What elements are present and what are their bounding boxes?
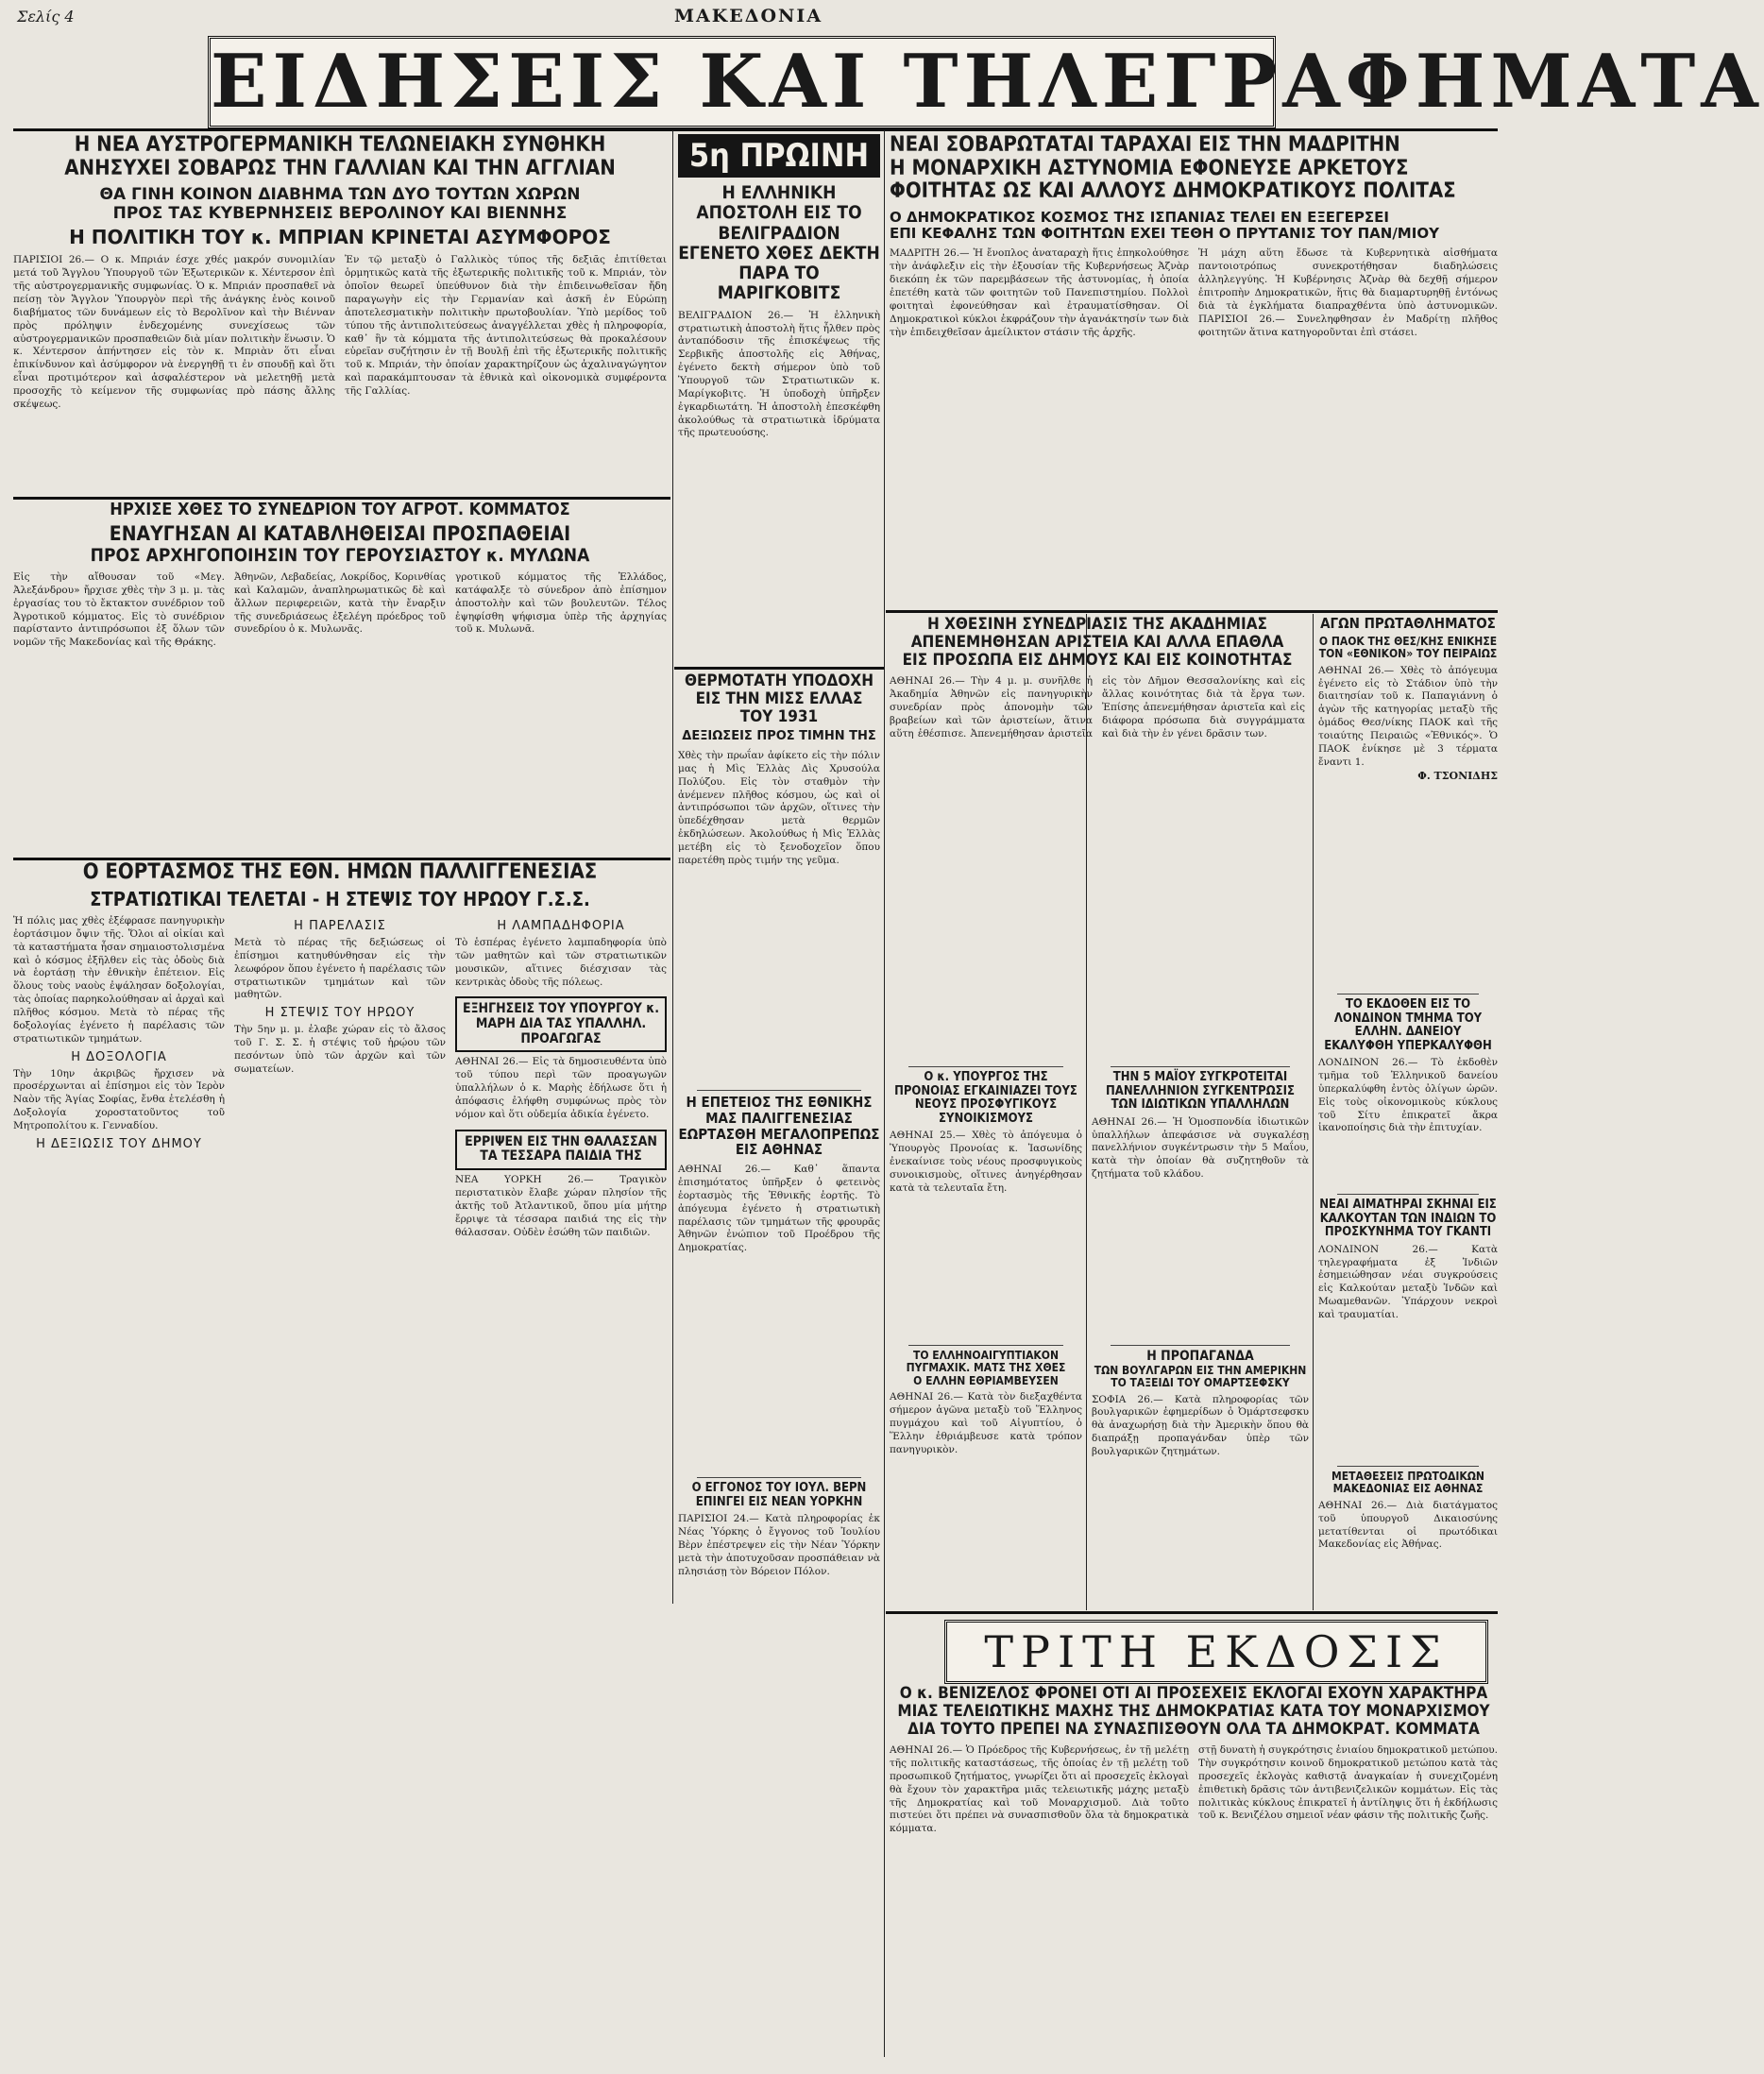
triti-ekdosis-label: ΤΡΙΤΗ ΕΚΔΟΣΙΣ [944,1620,1488,1684]
doxologia-heading: Η ΔΟΞΟΛΟΓΙΑ [71,1049,167,1064]
thermotati-article [678,672,880,1088]
mayou-headline: ΤΗΝ 5 ΜΑΪΟΥ ΣΥΓΚΡΟΤΕΙΤΑΙ ΠΑΝΕΛΛΗΝΙΟΝ ΣΥΓΚΕΝΤΡΩΣΙΣ ΤΩΝ ΙΔΙΩΤΙΚΩΝ ΥΠΑΛΛΗΛΩΝ [1105,1070,1296,1113]
metatheseis-headline: ΜΕΤΑΘΕΣΕΙΣ ΠΡΩΤΟΔΙΚΩΝ ΜΑΚΕΔΟΝΙΑΣ ΕΙΣ ΑΘΗΝΑΣ [1331,1470,1484,1496]
divider [1111,1345,1290,1346]
madrid-article [890,134,1498,606]
proini-article [678,134,880,672]
ethnikos-headline-1: Ο ΕΟΡΤΑΣΜΟΣ ΤΗΣ ΕΘΝ. ΗΜΩΝ ΠΑΛΛΙΓΓΕΝΕΣΙΑΣ [82,860,598,884]
lead-headline-2: ΑΝΗΣΥΧΕΙ ΣΟΒΑΡΩΣ ΤΗΝ ΓΑΛΛΙΑΝ ΚΑΙ ΤΗΝ ΑΓΓΛΙΑΝ [64,156,616,180]
akadimia-headline-1: Η ΧΘΕΣΙΝΗ ΣΥΝΕΔΡΙΑΣΙΣ ΤΗΣ ΑΚΑΔΗΜΙΑΣ [926,615,1268,634]
pronoias-headline: Ο κ. ΥΠΟΥΡΓΟΣ ΤΗΣ ΠΡΟΝΟΙΑΣ ΕΓΚΑΙΝΙΑΖΕΙ ΤΟΥΣ ΝΕΟΥΣ ΠΡΟΣΦΥΓΙΚΟΥΣ ΣΥΝΟΙΚΙΣΜΟΥΣ [894,1070,1077,1126]
pygmachia-headline-3: Ο ΕΛΛΗΝ ΕΘΡΙΑΜΒΕΥΣΕΝ [913,1373,1059,1387]
epeteios-headline: Η ΕΠΕΤΕΙΟΣ ΤΗΣ ΕΘΝΙΚΗΣ ΜΑΣ ΠΑΛΙΓΓΕΝΕΣΙΑΣ ΕΩΡΤΑΣΘΗ ΜΕΓΑΛΟΠΡΕΠΩΣ ΕΙΣ ΑΘΗΝΑΣ [678,1094,880,1159]
vern-article [678,1473,880,1615]
agon-author: Φ. ΤΣΟΝΙΔΗΣ [1417,769,1498,782]
proini-text: ΒΕΛΙΓΡΑΔΙΟΝ 26.— Ἡ ἑλληνικὴ στρατιωτικὴ ἀποστολὴ ἥτις ἦλθεν πρὸς ἀνταπόδοσιν τῆς ἐπισκέψεως τῆς Σερβικῆς ἀποστολῆς εἰς Ἀθήνας, ἐγένετο δεκτὴ σήμερον ὑπὸ τοῦ Ὑπουργοῦ τῶν Στρατιωτικῶν κ. Μαρίγκοβιτς. Ἡ ὑποδοχὴ ὑπῆρξεν ἐγκαρδιωτάτη. Ἡ ἀποστολὴ ἐπεσκέφθη ἀκολούθως τὰ στρατιωτικὰ ἱδρύματα τῆς πρωτευούσης. [678,309,880,439]
propaganda-headline-1: Η ΠΡΟΠΑΓΑΝΔΑ [1146,1349,1254,1364]
madrid-sub-2: ΕΠΙ ΚΕΦΑΛΗΣ ΤΩΝ ΦΟΙΤΗΤΩΝ ΕΧΕΙ ΤΕΘΗ Ο ΠΡΥΤΑΝΙΣ ΤΟΥ ΠΑΝ/ΜΙΟΥ [890,225,1439,243]
propaganda-headline-3: ΤΟ ΤΑΞΕΙΔΙ ΤΟΥ ΟΜΑΡΤΣΕΦΣΚΥ [1111,1376,1290,1390]
epeteios-text: ΑΘΗΝΑΙ 26.— Καθ᾽ ἅπαντα ἐπισημότατος ὑπῆρξεν ὁ φετεινὸς ἑορτασμὸς τῆς Ἐθνικῆς ἑορτῆς. Τὸ ἀπόγευμα ἐγένετο ἡ στρατιωτικὴ παρέλασις τῶν τμημάτων τῆς φρουρᾶς Ἀθηνῶν ἐνώπιον τοῦ Προέδρου τῆς Δημοκρατίας. [678,1164,880,1254]
thalassa-text: ΝΕΑ ΥΟΡΚΗ 26.— Τραγικὸν περιστατικὸν ἔλαβε χώραν πλησίον τῆς ἀκτῆς τοῦ Ἀτλαντικοῦ, ὅπου μία μήτηρ ἔρριψε τὰ τέσσαρα παιδιά της εἰς τὴν θάλασσαν. Οὐδὲν ἐσώθη τῶν παιδιῶν. [455,1174,667,1238]
thermotati-text: Χθὲς τὴν πρωΐαν ἀφίκετο εἰς τὴν πόλιν μας ἡ Μὶς Ἑλλὰς Δὶς Χρυσούλα Πολύζου. Εἰς τὸν σταθμὸν τὴν ἀνέμενεν πλῆθος κόσμου, ὡς καὶ οἱ ἀντιπρόσωποι τῶν ἀρχῶν, οἵτινες τὴν ὑπεδέχθησαν μετὰ θερμῶν ἐκδηλώσεων. Ἀκολούθως ἡ Μὶς Ἑλλὰς μετέβη εἰς τὸ ξενοδοχεῖον ὅπου παρετέθη πρὸς τιμήν της γεῦμα. [678,750,880,866]
parelasis-heading: Η ΠΑΡΕΛΑΣΙΣ [294,919,386,934]
parelasis-text: Μετὰ τὸ πέρας τῆς δεξιώσεως οἱ ἐπίσημοι κατηυθύνθησαν εἰς τὴν λεωφόρον ὅπου ἐγένετο ἡ παρέλασις τῶν στρατιωτικῶν τμημάτων καὶ τῶν μαθητῶν. [234,937,446,1001]
londino-headline: ΤΟ ΕΚΔΟΘΕΝ ΕΙΣ ΤΟ ΛΟΝΔΙΝΟΝ ΤΜΗΜΑ ΤΟΥ ΕΛΛΗΝ. ΔΑΝΕΙΟΥ ΕΚΑΛΥΦΘΗ ΥΠΕΡΚΑΛΥΦΘΗ [1324,997,1492,1053]
divider [697,1477,861,1478]
madrid-headline-2: Η ΜΟΝΑΡΧΙΚΗ ΑΣΤΥΝΟΜΙΑ ΕΦΟΝΕΥΣΕ ΑΡΚΕΤΟΥΣ [890,156,1409,180]
top-rule [13,128,1498,131]
column-divider [884,130,885,2057]
madrid-text-right: Ἡ μάχη αὕτη ἔδωσε τὰ Κυβερνητικὰ αἰσθήματα παντοιοτρόπως συνεκροτήθησαν διαδηλώσεις ἀλληλεγγύης. Ἡ Κυβέρνησις Ἀζνὰρ θὰ δεχθῇ σήμερον ἐπιτροπὴν Δημοκρατικῶν, ἥτις θὰ διαμαρτυρηθῇ ἐντόνως διὰ τὰ ἐγκλήματα διαπραχθέντα ὑπὸ ἀστυνομικῶν. ΠΑΡΙΣΙΟΙ 26.— Συνεληφθησαν ἐν Μαδρίτῃ πλῆθος φοιτητῶν ἅτινα κατηγοροῦνται ἐπὶ στάσει. [1198,247,1498,338]
synedrio-headline-1: ΗΡΧΙΣΕ ΧΘΕΣ ΤΟ ΣΥΝΕΔΡΙΟΝ ΤΟΥ ΑΓΡΟΤ. ΚΟΜΜΑΤΟΣ [110,500,570,519]
akadimia-headline-3: ΕΙΣ ΠΡΟΣΩΠΑ ΕΙΣ ΔΗΜΟΥΣ ΚΑΙ ΕΙΣ ΚΟΙΝΟΤΗΤΑΣ [902,651,1293,671]
pronoias-article [890,1062,1082,1336]
marin-box [455,996,667,1052]
tritis-headline-2: ΜΙΑΣ ΤΕΛΕΙΩΤΙΚΗΣ ΜΑΧΗΣ ΤΗΣ ΔΗΜΟΚΡΑΤΙΑΣ ΚΑΤΑ ΤΟΥ ΜΟΝΑΡΧΙΣΜΟΥ [897,1702,1490,1722]
madrid-sub-1: Ο ΔΗΜΟΚΡΑΤΙΚΟΣ ΚΟΣΜΟΣ ΤΗΣ ΙΣΠΑΝΙΑΣ ΤΕΛΕΙ ΕΝ ΕΞΕΓΕΡΣΕΙ [890,208,1389,226]
londino-article [1318,990,1498,1188]
top-strip [13,6,1498,34]
pygmachia-headline-1: ΤΟ ΕΛΛΗΝΟΑΙΓΥΠΤΙΑΚΟΝ [912,1349,1060,1362]
thalassa-box [455,1130,667,1170]
pygmachia-article [890,1341,1082,1511]
column-divider [1313,614,1314,1610]
lampadiforia-heading: Η ΛΑΜΠΑΔΗΦΟΡΙΑ [497,919,625,934]
metatheseis-text: ΑΘΗΝΑΙ 26.— Διὰ διατάγματος τοῦ ὑπουργοῦ Δικαιοσύνης μετατίθενται οἱ πρωτόδικαι Μακεδονίας εἰς Ἀθήνας. [1318,1499,1498,1551]
divider [908,1345,1063,1346]
lead-text-left: ΠΑΡΙΣΙΟΙ 26.— Ο κ. Μπριάν έσχε χθές μακρόν συνομιλίαν μετά τοῦ Ἄγγλου Ὑπουργοῦ τῶν Ἐξωτερικῶν κ. Χέντερσον ἐπὶ τῆς αὐστρογερμανικῆς συμφωνίας. Ὁ κ. Μπριάν προσπαθεῖ νὰ πείσῃ τὸν Ἄγγλον Ὑπουργὸν περὶ τῆς ἀνάγκης ἑνὸς κοινοῦ διαβήματος τῶν δυνάμεων εἰς τὸ Βερολῖνον καὶ τὴν Βιένναν πρὸς πρόληψιν ἐνδεχομένης συνεχίσεως τῶν αὐστρογερμανικῶν προσπαθειῶν διὰ μίαν πολιτικὴν ἕνωσιν. Ὁ κ. Χέντερσον ἀπήντησεν εἰς τὸν κ. Μπριὰν ὅτι εἶναι ἐπικίνδυνον καὶ ἀσύμφορον νὰ ἐνεργηθῇ τι ἐν σπουδῇ καὶ ὅτι εἶναι προτιμότερον καὶ ἀσφαλέστερον νὰ μελετηθῇ μετὰ προσοχῆς τὸ κείμενον τῆς συμφωνίας πρὸ πάσης ἄλλης σκέψεως. [13,254,335,410]
lead-text-right: Ἐν τῷ μεταξὺ ὁ Γαλλικὸς τύπος τῆς δεξιᾶς ἐπιτίθεται ὁρμητικῶς κατὰ τῆς ἐξωτερικῆς πολιτικῆς τοῦ κ. Μπριάν, τὸν ὁποῖον θεωρεῖ ὑπεύθυνον διὰ τὴν ἐπιδεινωθεῖσαν ἤδη παραγωγὴν εἰς τὴν Γερμανίαν καὶ ἀσκῆ ἐν Εὐρώπῃ ἀποτελεσματικὴν πολιτικὴν πρωτοβουλίαν. Ὑπὸ μερίδος τοῦ τύπου τῆς ἀντιπολιτεύσεως ἀναγγέλλεται χθὲς ἡ πληροφορία, καθ᾽ ἣν τὰ κόμματα τῆς ἀντιπολιτεύσεως θὰ προκαλέσουν εὐρεῖαν συζήτησιν ἐν τῇ Βουλῇ ἐπὶ τῆς ἐξωτερικῆς πολιτικῆς τοῦ κ. Μπριάν, τὴν ὁποίαν χαρακτηρίζουν ὡς ἀχαλιναγώγητον καὶ παρακάμπτουσαν τὰ ἐθνικὰ καὶ οἰκονομικὰ συμφέροντα τῆς Γαλλίας. [345,254,667,397]
lead-sub-3: Η ΠΟΛΙΤΙΚΗ ΤΟΥ κ. ΜΠΡΙΑΝ ΚΡΙΝΕΤΑΙ ΑΣΥΜΦΟΡΟΣ [69,226,611,249]
tritis-text-right: στῇ δυνατὴ ἡ συγκρότησις ἑνιαίου δημοκρατικοῦ μετώπου. Τὴν συγκρότησιν κοινοῦ δημοκρατικοῦ μετώπου κατὰ τὰς προσεχεῖς ἐκλογὰς καθιστᾷ ἀναγκαίαν ἡ συνεχιζομένη ἐπιθετικὴ δρᾶσις τῶν ἀντιβενιζελικῶν κομμάτων. Εἰς τὰς πολιτικὰς κύκλους ἐπικρατεῖ ἡ ἀντίληψις ὅτι ἡ ἐκδήλωσις τοῦ κ. Βενιζέλου σημειοῖ νέαν φάσιν τῆς πολιτικῆς ζωῆς. [1198,1744,1498,1822]
stepsis-heading: Η ΣΤΕΨΙΣ ΤΟΥ ΗΡΩΟΥ [264,1006,416,1021]
divider [1337,1466,1479,1467]
propaganda-article [1092,1341,1309,1606]
ethnikos-headline-2: ΣΤΡΑΤΙΩΤΙΚΑΙ ΤΕΛΕΤΑΙ - Η ΣΤΕΨΙΣ ΤΟΥ ΗΡΩΟΥ Γ.Σ.Σ. [90,887,590,910]
thalassa-headline-2: ΤΑ ΤΕΣΣΑΡΑ ΠΑΙΔΙΑ ΤΗΣ [480,1148,642,1164]
thermotati-sub: ΔΕΞΙΩΣΕΙΣ ΠΡΟΣ ΤΙΜΗΝ ΤΗΣ [682,729,876,744]
ethnikos-text: Ἡ πόλις μας χθὲς ἐξέφρασε πανηγυρικὴν ἐορτάσιμον ὄψιν τῆς. Ὅλοι αἱ οἰκίαι καὶ τὰ καταστήματα ἦσαν σημαιοστολισμένα καὶ ὁ κόσμος ἐξῆλθεν εἰς τὰς ὁδοὺς διὰ νὰ ἑορτάσῃ τὴν ἐθνικὴν ἐπέτειον. Εἰς ὅλους τοὺς ναοὺς ἐψάλησαν δοξολογίαι, τὰς ὁποίας παρηκολούθησαν αἱ ἀρχαὶ καὶ πλῆθος κόσμου. Μετὰ τὸ πέρας τῆς δοξολογίας ἐγένετο ἡ παρέλασις τῶν στρατιωτικῶν τμημάτων. [13,915,225,1045]
synedrio-text-2: Ἀθηνῶν, Λεβαδείας, Λοκρίδος, Κορινθίας καὶ Καλαμῶν, ἀναπληρωματικῶς δὲ καὶ ἄλλων περιφερειῶν, κατὰ τὴν ἔναρξιν τῆς συνεδριάσεως ἐξελέγη πρόεδρος τοῦ συνεδρίου ὁ κ. Μυλωνᾶς. [234,570,446,636]
thalassa-headline-1: ΕΡΡΙΨΕΝ ΕΙΣ ΤΗΝ ΘΑΛΑΣΣΑΝ [465,1133,657,1149]
divider [908,1066,1063,1067]
proini-label: 5η ΠΡΩΙΝΗ [678,134,880,178]
lampadiforia-text: Τὸ ἑσπέρας ἐγένετο λαμπαδηφορία ὑπὸ τῶν μαθητῶν καὶ τῶν στρατιωτικῶν μουσικῶν, αἵτινες διέσχισαν τὰς κεντρικὰς ὁδοὺς τῆς πόλεως. [455,937,667,988]
skinai-article [1318,1190,1498,1459]
rule [674,667,884,670]
divider [697,1090,861,1091]
pronoias-text: ΑΘΗΝΑΙ 25.— Χθὲς τὸ ἀπόγευμα ὁ Ὑπουργὸς Προνοίας κ. Ἰασωνίδης ἐνεκαίνισε τοὺς νέους προσφυγικοὺς συνοικισμοὺς, οἵτινες ἀνηγέρθησαν κατὰ τὰ τελευταῖα ἔτη. [890,1130,1082,1194]
lead-sub-1: ΘΑ ΓΙΝΗ ΚΟΙΝΟΝ ΔΙΑΒΗΜΑ ΤΩΝ ΔΥΟ ΤΟΥΤΩΝ ΧΩΡΩΝ [99,185,581,205]
mayou-text: ΑΘΗΝΑΙ 26.— Ἡ Ὁμοσπονδία ἰδιωτικῶν ὑπαλλήλων ἀπεφάσισε νὰ συγκαλέσῃ πανελλήνιον συγκέντρωσιν τὴν 5 Μαΐου, κατὰ τὴν ὁποίαν θὰ συζητηθοῦν τὰ ζητήματα τοῦ κλάδου. [1092,1115,1309,1181]
skinai-headline: ΝΕΑΙ ΑΙΜΑΤΗΡΑΙ ΣΚΗΝΑΙ ΕΙΣ ΚΑΛΚΟΥΤΑΝ ΤΩΝ ΙΝΔΙΩΝ ΤΟ ΠΡΟΣΚΥΝΗΜΑ ΤΟΥ ΓΚΑΝΤΙ [1319,1198,1497,1240]
thermotati-headline: ΘΕΡΜΟΤΑΤΗ ΥΠΟΔΟΧΗ ΕΙΣ ΤΗΝ ΜΙΣΣ ΕΛΛΑΣ ΤΟΥ 1931 [684,672,874,727]
tritis-headline-1: Ο κ. ΒΕΝΙΖΕΛΟΣ ΦΡΟΝΕΙ ΟΤΙ ΑΙ ΠΡΟΣΕΧΕΙΣ ΕΚΛΟΓΑΙ ΕΧΟΥΝ ΧΑΡΑΚΤΗΡΑ [899,1684,1488,1703]
doxologia-text: Τὴν 10ην ἀκριβῶς ἤρχισεν νὰ προσέρχωνται αἱ ἐπίσημοι εἰς τὸν Ἱερὸν Ναὸν τῆς Ἁγίας Σοφίας, ἔνθα ἐτελέσθη ἡ Δοξολογία χοροστατοῦντος τοῦ Μητροπολίτου κ. Γενναδίου. [13,1067,225,1132]
skinai-text: ΛΟΝΔΙΝΟΝ 26.— Κατὰ τηλεγραφήματα ἐξ Ἰνδιῶν ἐσημειώθησαν νέαι συγκρούσεις εἰς Καλκούταν μεταξὺ Ἰνδῶν καὶ Μωαμεθανῶν. Ὑπάρχουν νεκροὶ καὶ τραυματίαι. [1318,1243,1498,1320]
synedrio-headline-2: ΕΝΑΥΓΗΣΑΝ ΑΙ ΚΑΤΑΒΛΗΘΕΙΣΑΙ ΠΡΟΣΠΑΘΕΙΑΙ [109,522,571,546]
synedrio-headline-3: ΠΡΟΣ ΑΡΧΗΓΟΠΟΙΗΣΙΝ ΤΟΥ ΓΕΡΟΥΣΙΑΣΤΟΥ κ. ΜΥΛΩΝΑ [90,544,590,566]
madrid-text-left: ΜΑΔΡΙΤΗ 26.— Ἡ ἔνοπλος ἀναταραχὴ ἥτις ἐπηκολούθησε τὴν ἀνάφλεξιν εἰς τὴν ἐξουσίαν τῆς Κυβερνήσεως Ἀζνὰρ διεκόπη ἐκ τῶν παρεμβάσεων τῆς ἀστυνομίας, ἡ ὁποία ἐπετέθη κατὰ τῶν φοιτητῶν τοῦ Πανεπιστημίου. Πολλοὶ φοιτηταὶ ἐφονεύθησαν καὶ ἐτραυματίσθησαν. Οἱ Δημοκρατικοὶ κύκλοι ἐκφράζουν τὴν ἀγανάκτησίν των διὰ τὴν ἐπιδειχθεῖσαν ἀμείλικτον στάσιν τῆς ἀρχῆς. [890,247,1189,338]
londino-text: ΛΟΝΔΙΝΟΝ 26.— Τὸ ἐκδοθὲν τμῆμα τοῦ Ἑλληνικοῦ δανείου ὑπερκαλύφθη ἐντὸς ὀλίγων ὡρῶν. Εἰς τοὺς οἰκονομικοὺς κύκλους τοῦ Σίτυ ἐπικρατεῖ ἄκρα ἱκανοποίησις διὰ τὴν ἐπιτυχίαν. [1318,1057,1498,1134]
agon-sub: Ο ΠΑΟΚ ΤΗΣ ΘΕΣ/ΚΗΣ ΕΝΙΚΗΣΕ ΤΟΝ «ΕΘΝΙΚΟΝ» ΤΟΥ ΠΕΙΡΑΙΩΣ [1318,634,1498,661]
dimou-heading: Η ΔΕΞΙΩΣΙΣ ΤΟΥ ΔΗΜΟΥ [36,1136,202,1151]
madrid-headline-3: ΦΟΙΤΗΤΑΣ ΩΣ ΚΑΙ ΑΛΛΟΥΣ ΔΗΜΟΚΡΑΤΙΚΟΥΣ ΠΟΛΙΤΑΣ [890,179,1456,204]
pygmachia-headline-2: ΠΥΓΜΑΧΙΚ. ΜΑΤΣ ΤΗΣ ΧΘΕΣ [906,1361,1066,1375]
pygmachia-text: ΑΘΗΝΑΙ 26.— Κατὰ τὸν διεξαχθέντα σήμερον ἀγῶνα μεταξὺ τοῦ Ἕλληνος πυγμάχου καὶ τοῦ Αἰγυπτίου, ὁ Ἕλλην ἐθριάμβευσε κατὰ τρόπον πανηγυρικὸν. [890,1391,1082,1455]
synedrio-text-3: γροτικοῦ κόμματος τῆς Ἑλλάδος, κατάφαλξε τὸ σύνεδρον ἀπὸ ἐπίσημον ἀποστολὴν καὶ τῶν βουλευτῶν. Τέλος ἐψηφίσθη ψήφισμα ὑπὲρ τῆς ἀρχηγίας τοῦ κ. Μυλωνᾶ. [455,570,667,636]
lead-sub-2: ΠΡΟΣ ΤΑΣ ΚΥΒΕΡΝΗΣΕΙΣ ΒΕΡΟΛΙΝΟΥ ΚΑΙ ΒΙΕΝΝΗΣ [112,203,568,223]
madrid-headline-1: ΝΕΑΙ ΣΟΒΑΡΩΤΑΤΑΙ ΤΑΡΑΧΑΙ ΕΙΣ ΤΗΝ ΜΑΔΡΙΤΗΝ [890,133,1400,157]
paper-name: ΜΑΚΕΔΟΝΙΑ [674,6,823,26]
vern-text: ΠΑΡΙΣΙΟΙ 24.— Κατὰ πληροφορίας ἐκ Νέας Ὑόρκης ὁ ἔγγονος τοῦ Ἰουλίου Βὲρν ἐπέστρεψεν εἰς τὴν Νέαν Ὑόρκην μετὰ τὴν ἀποτυχοῦσαν προσπάθειαν νὰ πλησιάσῃ τὸν Βόρειον Πόλον. [678,1513,880,1577]
tritis-headline-3: ΔΙΑ ΤΟΥΤΟ ΠΡΕΠΕΙ ΝΑ ΣΥΝΑΣΠΙΣΘΟΥΝ ΟΛΑ ΤΑ ΔΗΜΟΚΡΑΤ. ΚΟΜΜΑΤΑ [907,1720,1480,1740]
metatheseis-article [1318,1462,1498,1608]
marin-headline: ΕΞΗΓΗΣΕΙΣ ΤΟΥ ΥΠΟΥΡΓΟΥ κ. ΜΑΡΗ ΔΙΑ ΤΑΣ ΥΠΑΛΛΗΛ. ΠΡΟΑΓΩΓΑΣ [462,1001,660,1046]
rule [886,610,1498,613]
page-number: Σελίς 4 [17,8,75,26]
tritis-text-left: ΑΘΗΝΑΙ 26.— Ὁ Πρόεδρος τῆς Κυβερνήσεως, ἐν τῇ μελέτῃ τῆς πολιτικῆς καταστάσεως, τῆς ὁποίας ἐν τῇ μελέτῃ τοῦ προσωπικοῦ ζητήματος, γνωρίζει ὅτι αἱ προσεχεῖς ἐκλογαὶ θὰ ἔχουν τὸν χαρακτῆρα μιᾶς τελειωτικῆς μάχης μεταξὺ τῆς Δημοκρατίας καὶ τοῦ Μοναρχισμοῦ. Διὰ τοῦτο πιστεύει ὅτι πρέπει νὰ συνασπισθοῦν ὅλα τὰ δημοκρατικὰ κόμματα. [890,1744,1189,1835]
synedrio-text-1: Εἰς τὴν αἴθουσαν τοῦ «Μεγ. Ἀλεξάνδρου» ἤρχισε χθὲς τὴν 3 μ. μ. τὰς ἐργασίας του τὸ ἔκτακτον συνέδριον τοῦ Ἀγροτικοῦ κόμματος. Εἰς τὸ συνέδριον παρίσταντο ἀντιπρόσωποι ἐξ ὅλων τῶν νομῶν τῆς Μακεδονίας καὶ τῆς Θράκης. [13,570,225,649]
akadimia-article [890,616,1305,1060]
agon-article [1318,616,1498,989]
rule [886,1611,1498,1614]
stepsis-text: Τὴν 5ην μ. μ. ἐλαβε χώραν εἰς τὸ ἄλσος τοῦ Γ. Σ. Σ. ἡ στέψις τοῦ ἡρῴου τῶν πεσόντων ὑπὸ τῶν ἀρχῶν καὶ τῶν σωματείων. [234,1024,446,1075]
divider [1337,1194,1479,1195]
agon-text: ΑΘΗΝΑΙ 26.— Χθὲς τὸ ἀπόγευμα ἐγένετο εἰς τὸ Στάδιον ὑπὸ τὴν διαιτησίαν τοῦ κ. Παπαγιάννη ὁ ἀγὼν τῆς κατηγορίας μεταξὺ τῆς ὁμάδος Θεσ/νίκης ΠΑΟΚ καὶ τῆς τοιαύτης Πειραιῶς «Ἐθνικός». Ὁ ΠΑΟΚ ἐνίκησε μὲ 3 τέρματα ἔναντι 1. [1318,664,1498,768]
vern-headline: Ο ΕΓΓΟΝΟΣ ΤΟΥ ΙΟΥΛ. ΒΕΡΝ ΕΠΙΝΓΕΙ ΕΙΣ ΝΕΑΝ ΥΟΡΚΗΝ [691,1481,867,1509]
agon-headline: ΑΓΩΝ ΠΡΩΤΑΘΛΗΜΑΤΟΣ [1320,615,1496,632]
epeteios-article [678,1086,880,1388]
propaganda-text: ΣΟΦΙΑ 26.— Κατὰ πληροφορίας τῶν βουλγαρικῶν ἐφημερίδων ὁ Ὀμάρτσεφσκυ θὰ ἀναχωρήσῃ διὰ τὴν Ἀμερικὴν ὅπου θὰ διαπράξῃ προπαγάνδαν ὑπὲρ τῶν βουλγαρικῶν ζητημάτων. [1092,1393,1309,1457]
section-banner: ΕΙΔΗΣΕΙΣ ΚΑΙ ΤΗΛΕΓΡΑΦΗΜΑΤΑ [208,36,1276,128]
lead-article [13,134,667,493]
akadimia-headline-2: ΑΠΕΝΕΜΗΘΗΣΑΝ ΑΡΙΣΤΕΙΑ ΚΑΙ ΑΛΛΑ ΕΠΑΘΛΑ [910,633,1284,653]
mayou-article [1092,1062,1309,1336]
column-divider [672,130,673,1604]
tritis-article [890,1685,1498,2061]
lead-headline-1: Η ΝΕΑ ΑΥΣΤΡΟΓΕΡΜΑΝΙΚΗ ΤΕΛΩΝΕΙΑΚΗ ΣΥΝΘΗΚΗ [74,133,606,157]
akadimia-text: ΑΘΗΝΑΙ 26.— Τὴν 4 μ. μ. συνῆλθε ἡ Ἀκαδημία Ἀθηνῶν εἰς πανηγυρικὴν συνεδρίαν πρὸς ἀπονομὴν τῶν βραβείων καὶ τῶν ἀριστείων, ἅτινα αὕτη ἐθέσπισε. Ἀπενεμήθησαν ἀριστεῖα εἰς τὸν Δῆμον Θεσσαλονίκης καὶ εἰς ἄλλας κοινότητας διὰ τὰ ἔργα των. Ἐπίσης ἀπενεμήθησαν ἀριστεῖα καὶ εἰς διάφορα πρόσωπα διὰ συγγράμματα καὶ διὰ τὴν ἐν γένει δρᾶσιν των. [890,675,1305,740]
divider [1111,1066,1290,1067]
propaganda-headline-2: ΤΩΝ ΒΟΥΛΓΑΡΩΝ ΕΙΣ ΤΗΝ ΑΜΕΡΙΚΗΝ [1094,1363,1307,1377]
synedrio-article [13,501,667,897]
proini-headline: Η ΕΛΛΗΝΙΚΗ ΑΠΟΣΤΟΛΗ ΕΙΣ ΤΟ ΒΕΛΙΓΡΑΔΙΟΝ ΕΓΕΝΕΤΟ ΧΘΕΣ ΔΕΚΤΗ ΠΑΡΑ ΤΟ ΜΑΡΙΓΚΟΒΙΤΣ [678,182,880,304]
ethnikos-article [13,861,667,2061]
marin-text: ΑΘΗΝΑΙ 26.— Εἰς τὰ δημοσιευθέντα ὑπὸ τοῦ τύπου περὶ τῶν προαγωγῶν ὑπαλλήλων ὁ κ. Μαρὴς ἐδήλωσε ὅτι ἡ ἀπόφασις ἐλήφθη συμφώνως πρὸς τὸν νόμον καὶ ὅτι οὐδεμία ἀδικία ἐγένετο. [455,1056,667,1120]
